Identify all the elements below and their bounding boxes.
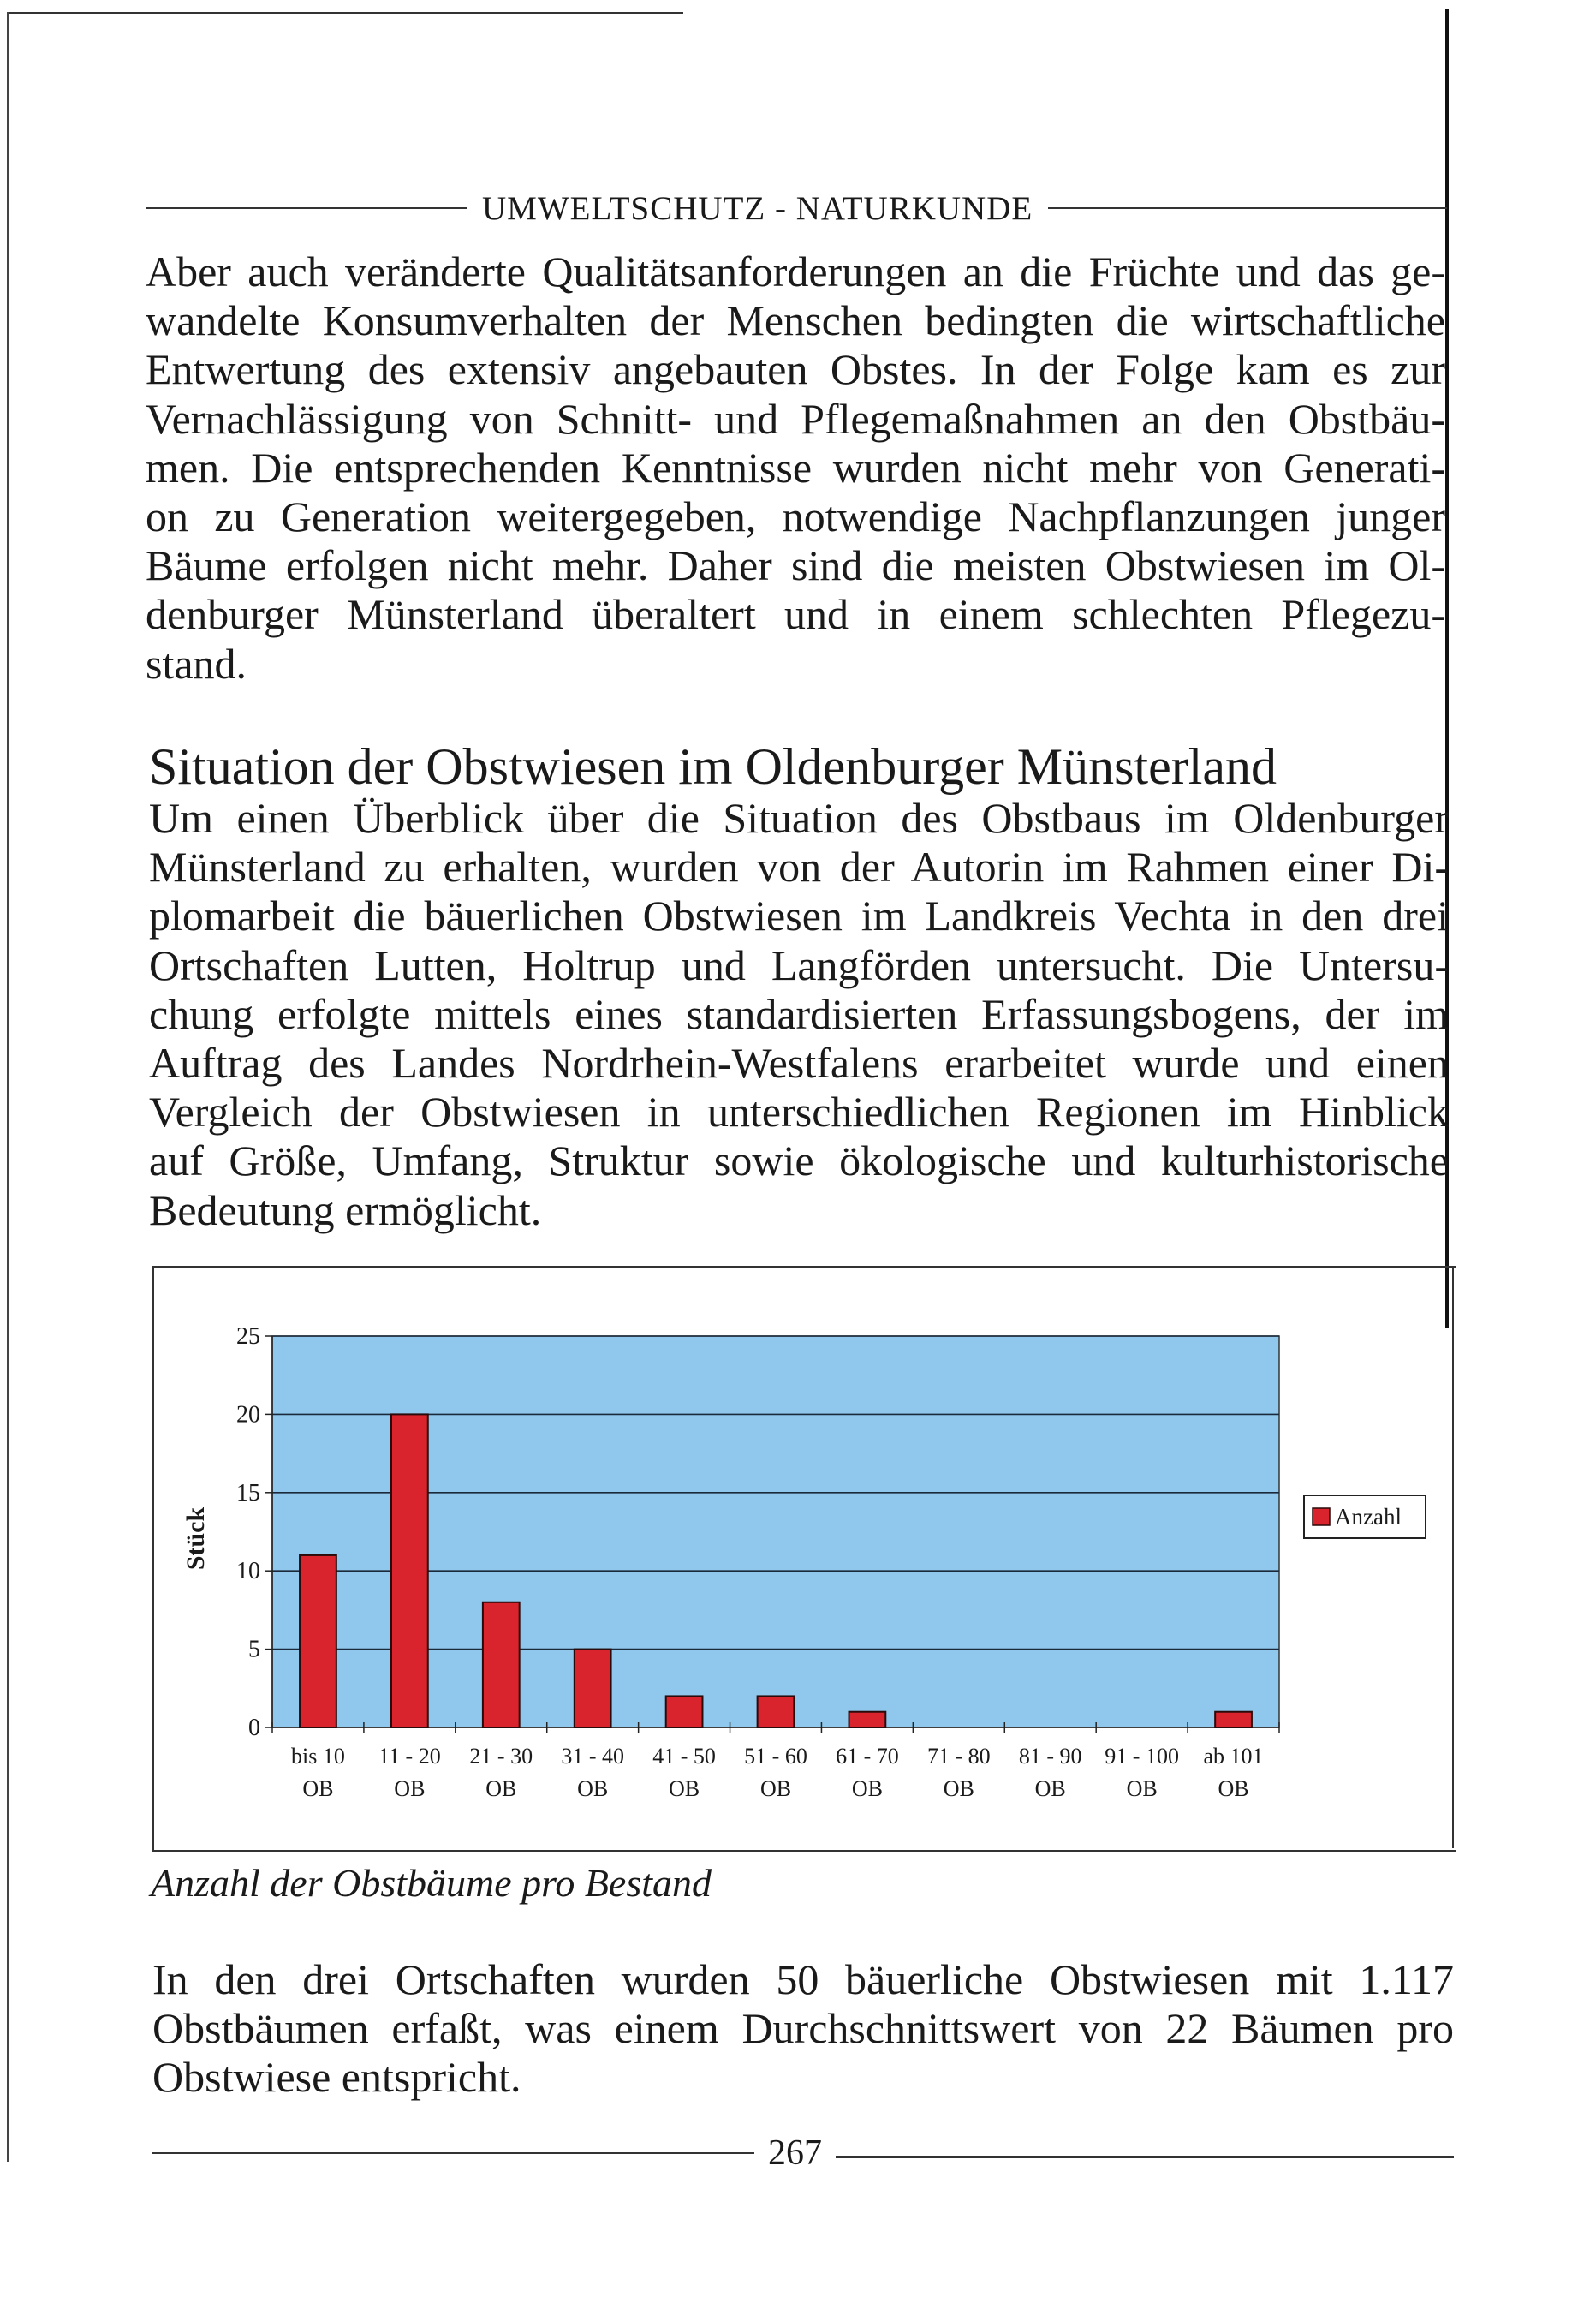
paragraph-2-line: auf Größe, Umfang, Struktur sowie ökologische und kulturhistorische [149, 1137, 1449, 1185]
paragraph-1-line: stand. [146, 639, 247, 688]
paragraph-3-line: In den drei Ortschaften wurden 50 bäuerliche Obstwiesen mit 1.117 [152, 1955, 1454, 2003]
x-tick-label: OB [394, 1776, 426, 1801]
x-tick-label: 41 - 50 [652, 1744, 716, 1769]
x-tick-label: 71 - 80 [926, 1744, 991, 1769]
y-tick-label: 20 [236, 1401, 260, 1429]
paragraph-2-line: Münsterland zu erhalten, wurden von der Autorin im Rahmen einer Di- [149, 843, 1449, 892]
x-tick-label: OB [1034, 1776, 1066, 1801]
paragraph-1-line: men. Die entsprechenden Kenntnisse wurden nicht mehr von Generati- [146, 443, 1445, 492]
x-tick-label: 31 - 40 [561, 1744, 625, 1769]
footer-rule-left [152, 2152, 754, 2154]
paragraph-2-line: Um einen Überblick über die Situation des Obstbaus im Oldenburger [149, 794, 1449, 842]
paragraph-1 [146, 248, 1445, 689]
paragraph-1-line: Entwertung des extensiv angebauten Obstes. In der Folge kam es zur [146, 345, 1445, 394]
y-axis-title: Stück [182, 1507, 210, 1571]
x-tick-label: OB [302, 1776, 334, 1801]
x-tick-label: OB [577, 1776, 609, 1801]
footer-rule-right [836, 2156, 1454, 2158]
paragraph-1-line: Vernachlässigung von Schnitt- und Pflegemaßnahmen an den Obstbäu- [146, 394, 1445, 443]
x-tick-label: 61 - 70 [836, 1744, 899, 1769]
bar [300, 1555, 336, 1727]
legend-swatch [1313, 1508, 1330, 1525]
x-tick-label: OB [759, 1776, 792, 1801]
paragraph-1-line: Bäume erfolgen nicht mehr. Daher sind die meisten Obstwiesen im Ol- [146, 541, 1445, 590]
x-tick-label: OB [669, 1776, 700, 1801]
x-tick-label: ab 101 [1203, 1744, 1264, 1769]
bar [483, 1602, 520, 1727]
section-heading: Situation der Obstwiesen im Oldenburger Münsterland [149, 738, 1277, 795]
bar [575, 1650, 611, 1727]
y-tick-label: 25 [236, 1323, 260, 1350]
x-tick-label: OB [851, 1776, 883, 1801]
legend-label: Anzahl [1335, 1504, 1402, 1530]
x-tick-label: 21 - 30 [469, 1744, 533, 1769]
x-tick-label: 51 - 60 [744, 1744, 807, 1769]
paragraph-2-line: chung erfolgte mittels eines standardisierten Erfassungsbogens, der im [149, 989, 1449, 1038]
paragraph-3 [152, 1955, 1454, 2103]
x-tick-label: 11 - 20 [378, 1744, 441, 1769]
y-tick-label: 10 [236, 1558, 260, 1585]
bar [758, 1696, 795, 1727]
paragraph-2-line: Vergleich der Obstwiesen in unterschiedlichen Regionen im Hinblick [149, 1088, 1449, 1137]
x-tick-label: 91 - 100 [1105, 1744, 1179, 1769]
paragraph-2-line: Auftrag des Landes Nordrhein-Westfalens erarbeitet wurde und einen [149, 1039, 1449, 1088]
header-title: UMWELTSCHUTZ - NATURKUNDE [482, 189, 1033, 227]
page-frame-left [7, 12, 9, 2162]
x-tick-label: OB [1218, 1776, 1249, 1801]
page-frame-top [7, 12, 683, 14]
paragraph-3-line: Obstbäumen erfaßt, was einem Durchschnittswert von 22 Bäumen pro [152, 2004, 1454, 2053]
bar-chart [152, 1266, 1454, 1848]
page-number: 267 [768, 2133, 822, 2173]
paragraph-1-line: denburger Münsterland überaltert und in einem schlechten Pflegezu- [146, 590, 1445, 639]
paragraph-3-line: Obstwiese entspricht. [152, 2053, 521, 2102]
x-tick-label: OB [1126, 1776, 1158, 1801]
header-rule-right [1048, 207, 1447, 209]
running-footer [152, 2127, 1454, 2179]
paragraph-2-line: Ortschaften Lutten, Holtrup und Langförden untersucht. Die Untersu- [149, 940, 1449, 989]
paragraph-1-line: on zu Generation weitergegeben, notwendige Nachpflanzungen junger [146, 492, 1445, 541]
header-rule-left [146, 207, 467, 209]
paragraph-1-line: Aber auch veränderte Qualitätsanforderungen an die Früchte und das ge- [146, 248, 1445, 295]
x-tick-label: bis 10 [291, 1744, 345, 1769]
y-tick-label: 0 [248, 1715, 260, 1741]
paragraph-2 [149, 794, 1449, 1235]
x-tick-label: OB [943, 1776, 974, 1801]
bar [1215, 1712, 1252, 1727]
y-tick-label: 15 [236, 1479, 260, 1507]
y-tick-label: 5 [248, 1636, 260, 1663]
x-tick-label: 81 - 90 [1018, 1744, 1082, 1769]
bar [666, 1696, 703, 1727]
figure-caption: Anzahl der Obstbäume pro Bestand [151, 1861, 712, 1905]
paragraph-1-line: wandelte Konsumverhalten der Menschen bedingten die wirtschaftliche [146, 296, 1445, 345]
running-header [146, 187, 1447, 230]
x-tick-label: OB [485, 1776, 517, 1801]
paragraph-2-line: plomarbeit die bäuerlichen Obstwiesen im Landkreis Vechta in den drei [149, 892, 1449, 940]
paragraph-2-line: Bedeutung ermöglicht. [149, 1185, 542, 1234]
bar [849, 1712, 886, 1727]
bar [391, 1414, 428, 1727]
